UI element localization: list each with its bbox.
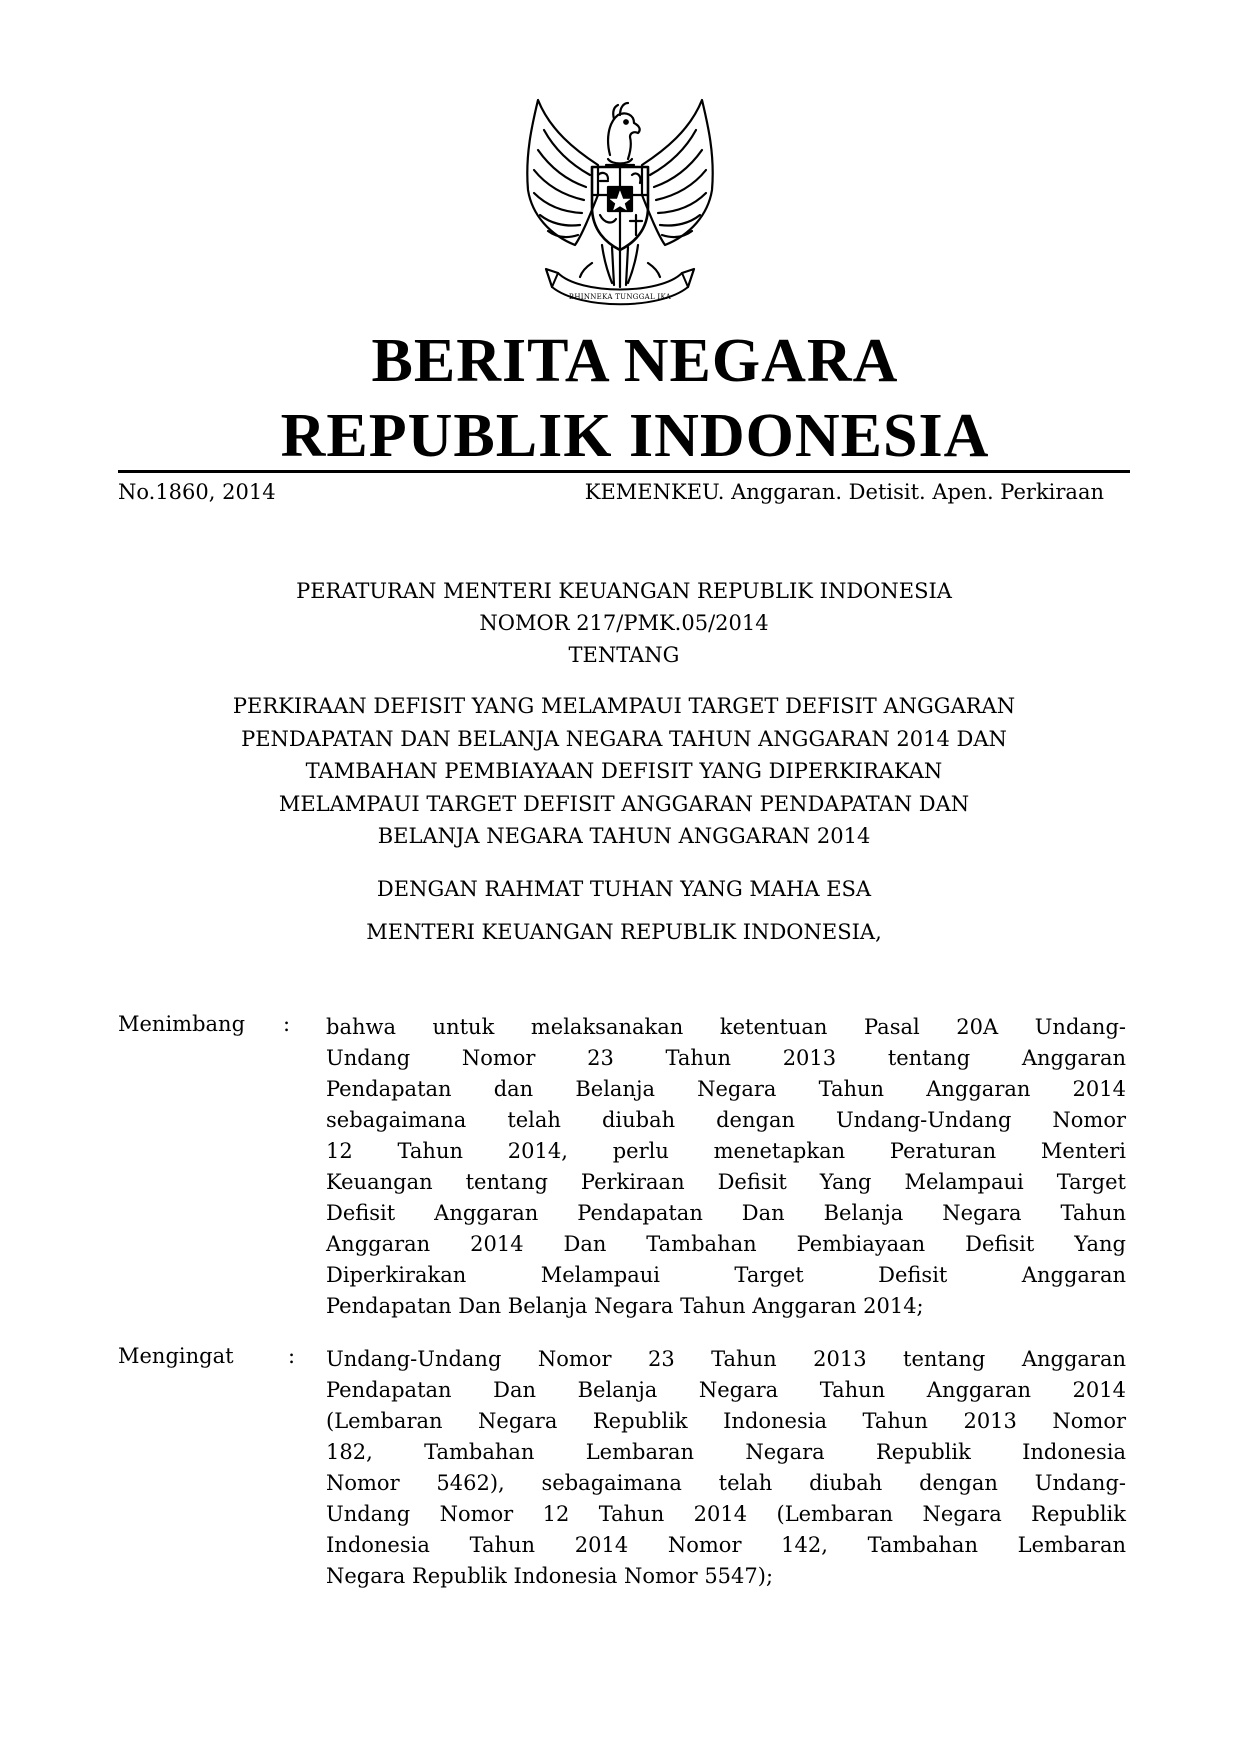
masthead-title-line-2: REPUBLIK INDONESIA: [280, 402, 990, 470]
regulation-title: PERATURAN MENTERI KEUANGAN REPUBLIK INDONESIA: [296, 579, 952, 603]
gazette-meta-row: [118, 480, 1130, 512]
clause-label: Mengingat: [118, 1344, 234, 1368]
clause-text-line: Undang Nomor 12 Tahun 2014 (Lembaran Negara Republik: [326, 1502, 1126, 1526]
regulation-number: NOMOR 217/PMK.05/2014: [479, 611, 769, 635]
masthead-title-line-1: BERITA NEGARA: [371, 327, 899, 395]
clause-colon: :: [288, 1344, 296, 1368]
clause-text-line: sebagaimana telah diubah dengan Undang-Undang Nomor: [326, 1108, 1126, 1132]
clause-text-line: Diperkirakan Melampaui Target Defisit Anggaran: [326, 1263, 1126, 1287]
minister-line: MENTERI KEUANGAN REPUBLIK INDONESIA,: [366, 920, 882, 944]
gazette-number: No.1860, 2014: [118, 480, 276, 504]
clause-text-line: Nomor 5462), sebagaimana telah diubah dengan Undang-: [326, 1471, 1126, 1495]
clause-text-line: Defisit Anggaran Pendapatan Dan Belanja Negara Tahun: [326, 1201, 1126, 1225]
emblem-motto: BHINNEKA TUNGGAL IKA: [568, 293, 672, 301]
gazette-subject-keywords: KEMENKEU. Anggaran. Detisit. Apen. Perkiraan: [584, 480, 1104, 504]
clause-text-line: (Lembaran Negara Republik Indonesia Tahun 2013 Nomor: [326, 1409, 1126, 1433]
clause-text-line: Anggaran 2014 Dan Tambahan Pembiayaan Defisit Yang: [326, 1232, 1126, 1256]
garuda-pancasila-emblem-icon: [520, 95, 720, 310]
clause-text-line: Pendapatan dan Belanja Negara Tahun Anggaran 2014: [326, 1077, 1126, 1101]
clause-text-line: Pendapatan Dan Belanja Negara Tahun Anggaran 2014;: [326, 1294, 924, 1318]
clause-label: Menimbang: [118, 1012, 246, 1036]
subject-line: TAMBAHAN PEMBIAYAAN DEFISIT YANG DIPERKIRAKAN: [305, 759, 943, 783]
clause-text-line: 12 Tahun 2014, perlu menetapkan Peraturan Menteri: [326, 1139, 1126, 1163]
clause-text-line: Pendapatan Dan Belanja Negara Tahun Anggaran 2014: [326, 1378, 1126, 1402]
clause-text-line: bahwa untuk melaksanakan ketentuan Pasal 20A Undang-: [326, 1015, 1126, 1039]
subject-line: MELAMPAUI TARGET DEFISIT ANGGARAN PENDAPATAN DAN: [278, 791, 970, 816]
regulation-heading: [118, 575, 1130, 671]
regulation-subject: [118, 690, 1130, 853]
blessing-line: DENGAN RAHMAT TUHAN YANG MAHA ESA: [376, 877, 872, 901]
clause-text-line: Keuangan tentang Perkiraan Defisit Yang Melampaui Target: [326, 1170, 1126, 1194]
clause-colon: :: [283, 1012, 291, 1036]
regulation-about: TENTANG: [568, 643, 680, 667]
clause-body: [326, 1012, 1126, 1322]
clause-text-line: 182, Tambahan Lembaran Negara Republik Indonesia: [326, 1440, 1126, 1464]
clause-body: [326, 1344, 1126, 1592]
clause-text-line: Undang-Undang Nomor 23 Tahun 2013 tentang Anggaran: [326, 1347, 1126, 1371]
clause-text-line: Negara Republik Indonesia Nomor 5547);: [326, 1564, 774, 1588]
subject-line: PENDAPATAN DAN BELANJA NEGARA TAHUN ANGGARAN 2014 DAN: [241, 726, 1007, 751]
masthead-divider: [118, 470, 1130, 473]
clause-text-line: Indonesia Tahun 2014 Nomor 142, Tambahan Lembaran: [326, 1533, 1126, 1557]
subject-line: BELANJA NEGARA TAHUN ANGGARAN 2014: [377, 824, 871, 848]
clause-text-line: Undang Nomor 23 Tahun 2013 tentang Anggaran: [326, 1046, 1126, 1070]
subject-line: PERKIRAAN DEFISIT YANG MELAMPAUI TARGET DEFISIT ANGGARAN: [232, 694, 1016, 718]
